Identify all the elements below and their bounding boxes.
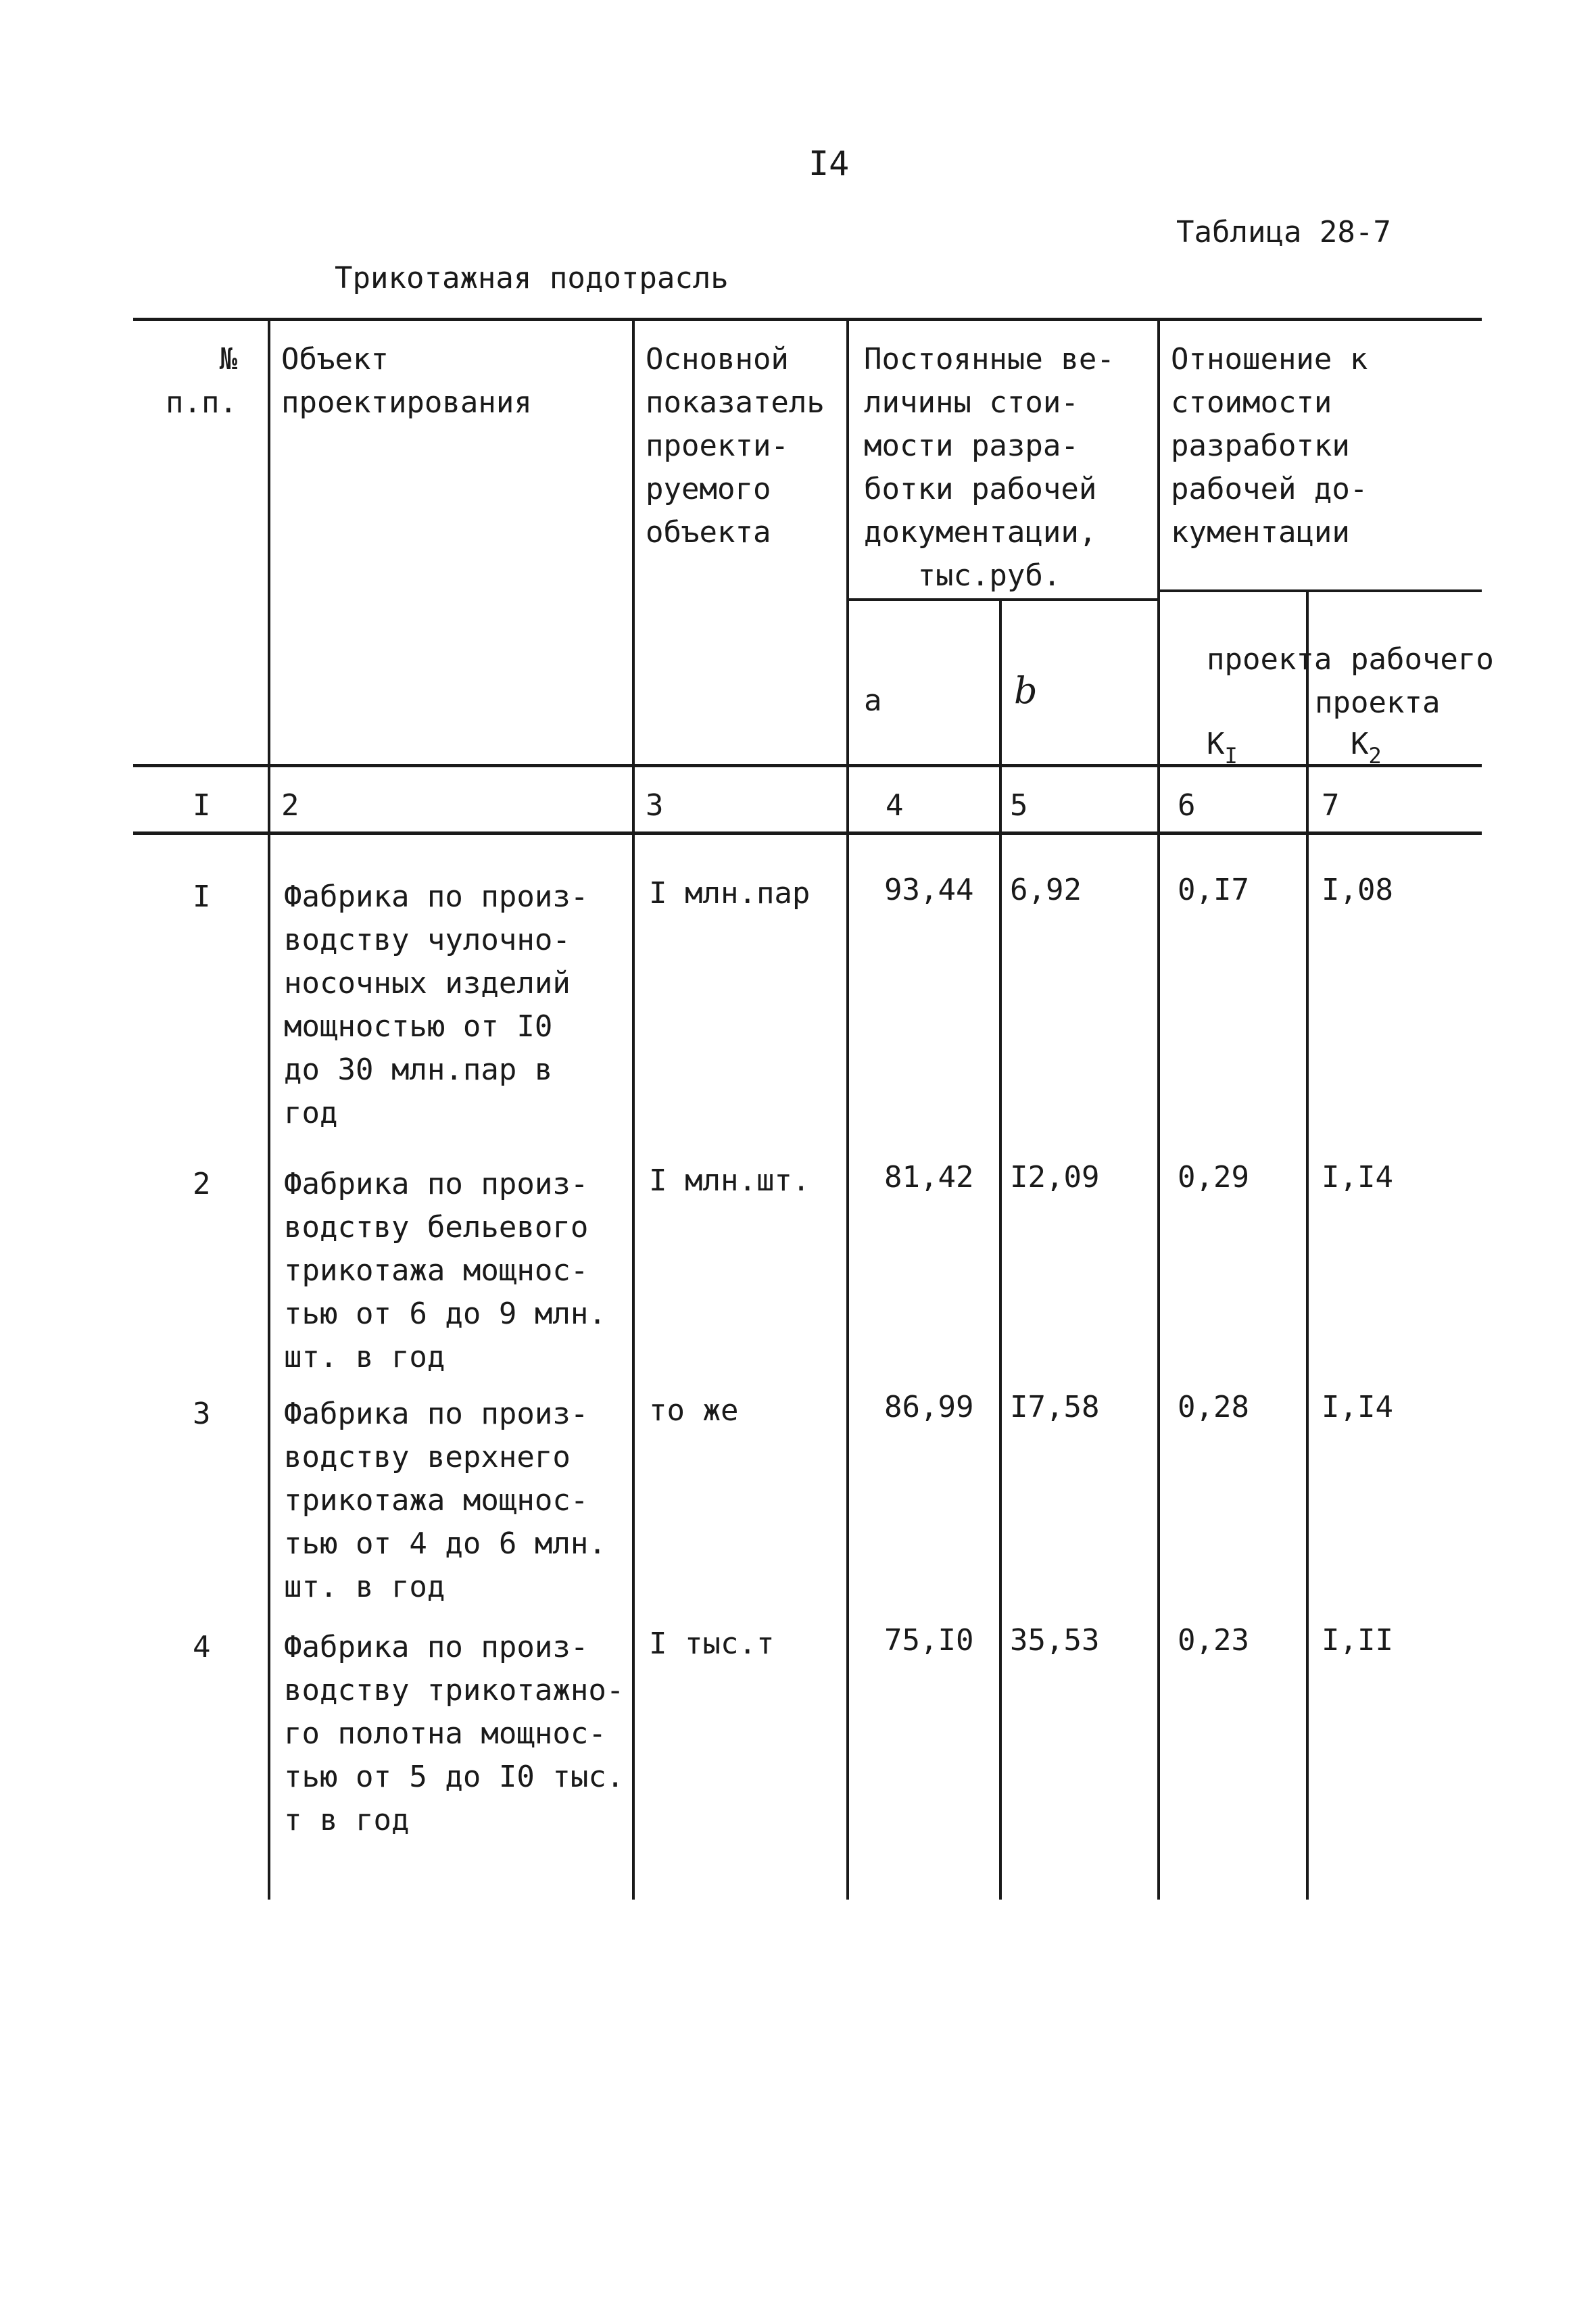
row-indicator: I млн.шт.	[649, 1163, 811, 1198]
row-value-b: 35,53	[1010, 1623, 1100, 1658]
col-divider-6	[1306, 589, 1309, 1900]
subheader-k1	[1171, 595, 1332, 681]
subheader-b: b	[1014, 669, 1038, 712]
row-k1: 0,29	[1178, 1160, 1249, 1195]
row-k2: I,I4	[1322, 1390, 1393, 1424]
header-indicator: Основной показатель проекти- руемого объекта	[646, 342, 825, 550]
k1-symbol: К	[1206, 727, 1225, 761]
header-constant-cost: Постоянные ве- личины стои- мости разра- ботки рабочей документации, тыс.руб.	[864, 342, 1115, 593]
row-indicator: I млн.пар	[649, 876, 811, 911]
column-numbers-bottom-rule	[133, 831, 1482, 835]
row-object: Фабрика по произ- водству верхнего трикотажа мощнос- тью от 4 до 6 млн. шт. в год	[284, 1397, 606, 1604]
column-number-6: 6	[1178, 788, 1196, 823]
row-object: Фабрика по произ- водству трикотажно- го полотна мощнос- тью от 5 до I0 тыс. т в год	[284, 1630, 625, 1837]
row-num: I	[193, 879, 211, 914]
row-num: 2	[193, 1167, 211, 1201]
row-k1: 0,23	[1178, 1623, 1249, 1658]
column-number-2: 2	[281, 788, 299, 823]
row-k1: 0,28	[1178, 1390, 1249, 1424]
table-title: Таблица 28-7	[1176, 215, 1391, 249]
row-num: 4	[193, 1630, 211, 1664]
column-number-5: 5	[1010, 788, 1028, 823]
row-k2: I,II	[1322, 1623, 1393, 1658]
header-object: Объект проектирования	[281, 342, 532, 420]
row-value-a: 93,44	[884, 873, 974, 907]
row-object: Фабрика по произ- водству чулочно- носочных изделий мощностью от I0 до 30 млн.пар в год	[284, 879, 589, 1130]
col-divider-3	[846, 318, 849, 1900]
row-k2: I,08	[1322, 873, 1393, 907]
row-value-b: I2,09	[1010, 1160, 1100, 1195]
row-object: Фабрика по произ- водству бельевого трикотажа мощнос- тью от 6 до 9 млн. шт. в год	[284, 1167, 606, 1374]
header-ratio: Отношение к стоимости разработки рабочей до- кументации	[1171, 342, 1368, 550]
col-divider-4	[999, 598, 1002, 1900]
col-divider-5	[1157, 318, 1160, 1900]
col-divider-1	[268, 318, 270, 1900]
subheader-k2-label: рабочего проекта	[1315, 642, 1494, 720]
table-top-rule	[133, 318, 1482, 321]
page-number: I4	[808, 144, 850, 183]
row-k1: 0,I7	[1178, 873, 1249, 907]
k2-symbol: К	[1350, 727, 1369, 761]
row-value-a: 81,42	[884, 1160, 974, 1195]
row-value-b: 6,92	[1010, 873, 1082, 907]
subheader-k1-symbol	[1171, 679, 1238, 777]
header-bottom-rule	[133, 764, 1482, 767]
subheader-a: а	[864, 683, 882, 718]
k1-index: I	[1224, 743, 1238, 769]
subheader-rule-67	[1157, 589, 1482, 592]
row-value-b: I7,58	[1010, 1390, 1100, 1424]
column-number-3: 3	[646, 788, 664, 823]
subheader-k1-label: проекта	[1206, 642, 1332, 677]
column-number-7: 7	[1322, 788, 1340, 823]
table-subtitle: Трикотажная подотрасль	[335, 261, 729, 295]
col-divider-2	[632, 318, 635, 1900]
k2-index: 2	[1368, 743, 1382, 769]
row-k2: I,I4	[1322, 1160, 1393, 1195]
row-value-a: 86,99	[884, 1390, 974, 1424]
row-num: 3	[193, 1397, 211, 1431]
column-number-1: I	[193, 788, 211, 823]
header-num: № п.п.	[166, 342, 237, 420]
column-number-4: 4	[886, 788, 904, 823]
subheader-rule-45	[846, 598, 1157, 601]
row-indicator: I тыс.т	[649, 1626, 775, 1661]
row-value-a: 75,I0	[884, 1623, 974, 1658]
row-indicator: то же	[649, 1393, 739, 1428]
subheader-k2-symbol	[1315, 679, 1382, 777]
